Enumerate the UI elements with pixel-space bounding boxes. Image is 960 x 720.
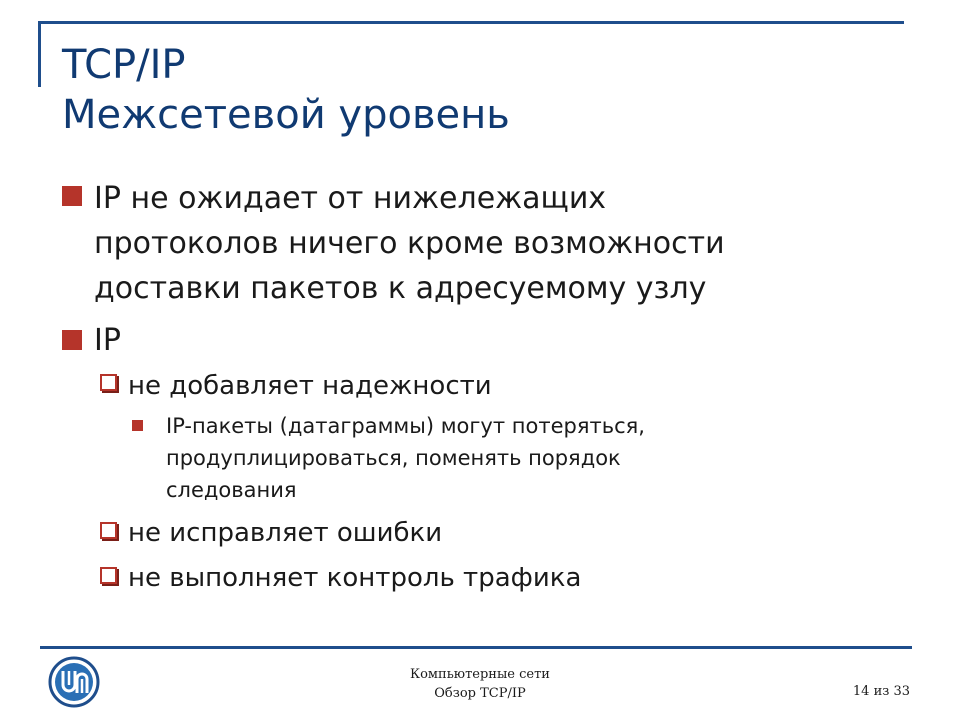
bullet-1-line-3: доставки пакетов к адресуемому узлу [94,271,707,306]
bullet-square-icon [62,186,82,206]
bullet-square-icon [62,330,82,350]
checkbox-bullet-icon [100,522,117,539]
sub-bullet-2: не исправляет ошибки [128,518,443,548]
title-line-1: TCP/IP [62,42,186,88]
sub-bullet-3: не выполняет контроль трафика [128,563,582,593]
sub-bullet-1: не добавляет надежности [128,371,492,401]
title-line-2: Межсетевой уровень [62,92,510,138]
page-number: 14 из 33 [852,684,910,699]
footer-topic: Обзор TCP/IP [434,686,526,701]
checkbox-bullet-icon [100,567,117,584]
bullet-1-line-2: протоколов ничего кроме возможности [94,226,725,261]
footer [380,665,580,703]
bullet-2-label: IP [94,323,121,358]
university-logo-icon [48,656,100,708]
bullet-1-line-1: IP не ожидает от нижележащих [94,181,607,216]
detail-line-3: следования [166,478,297,502]
detail-line-2: продуплицироваться, поменять порядок [166,446,621,470]
checkbox-bullet-icon [100,374,117,391]
small-square-bullet-icon [132,420,143,431]
frame-bottom-line [40,646,912,649]
slide-title [62,40,510,140]
footer-course: Компьютерные сети [410,667,550,682]
detail-line-1: IP-пакеты (датаграммы) могут потеряться, [166,414,645,438]
frame-left-line [38,21,41,87]
frame-top-line [38,21,904,24]
